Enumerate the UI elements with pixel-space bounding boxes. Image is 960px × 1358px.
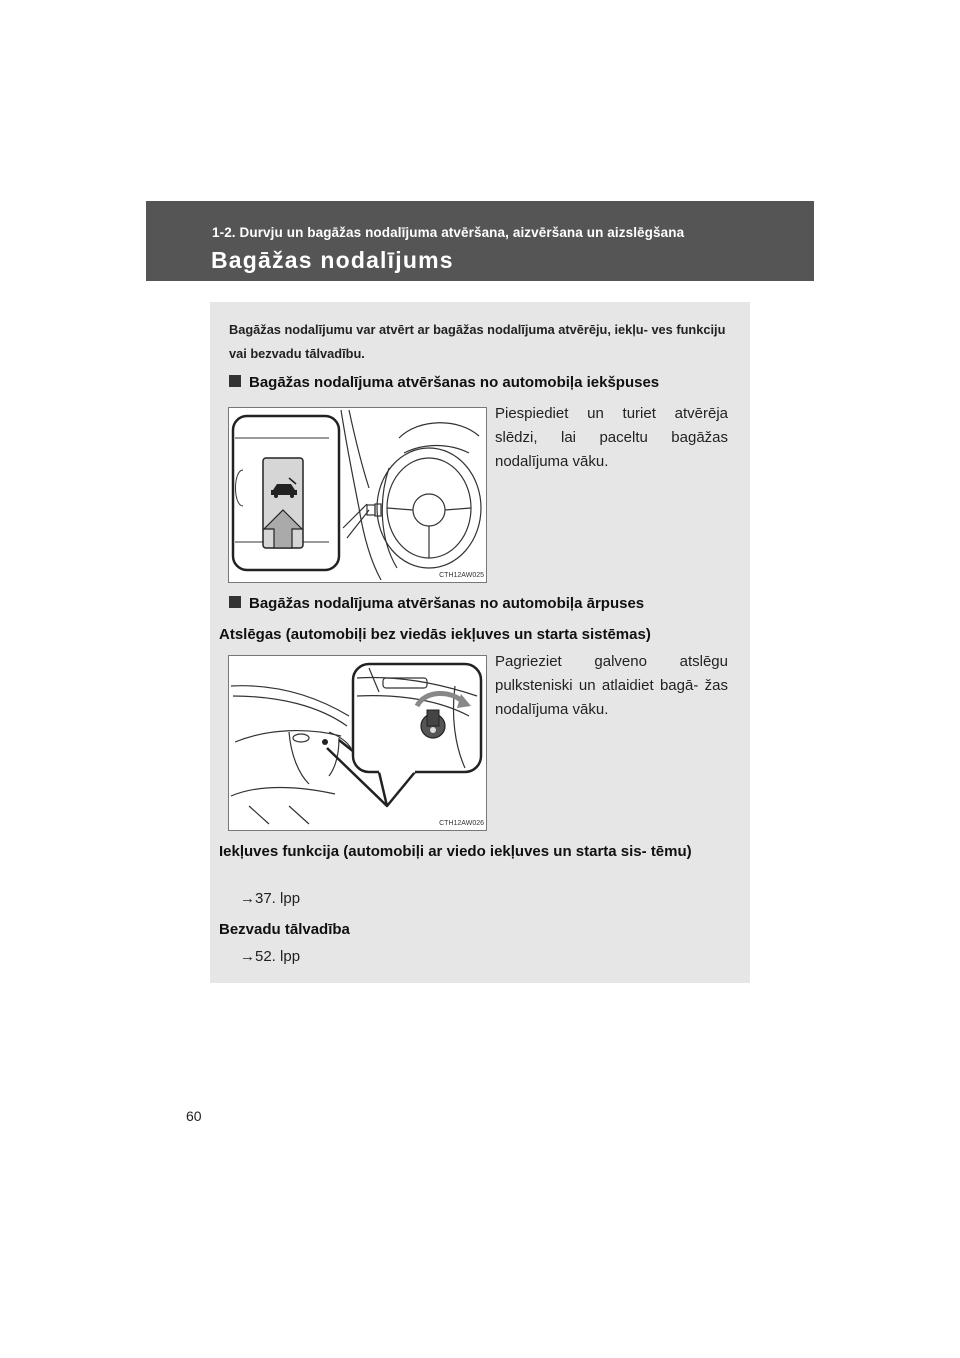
figure-key-turn <box>228 655 487 831</box>
subheading-key: Atslēgas (automobiļi bez viedās iekļuves un starta sistēmas) <box>219 626 651 643</box>
page-title: Bagāžas nodalījums <box>211 247 454 273</box>
heading-remote: Bezvadu tālvadība <box>219 921 350 938</box>
content-panel <box>210 302 750 983</box>
intro-text: Bagāžas nodalījumu var atvērt ar bagāžas nodalījuma atvērēju, iekļu- ves funkciju vai bezvadu tālvadību. <box>229 322 726 361</box>
chapter-header <box>146 201 814 281</box>
interior-illustration <box>229 408 486 582</box>
heading-inside: Bagāžas nodalījuma atvēršanas no automobiļa iekšpuses <box>229 374 659 391</box>
instruction-inside: Piespiediet un turiet atvērēja slēdzi, lai paceltu bagāžas nodalījuma vāku. <box>495 405 728 470</box>
square-bullet-icon <box>229 596 241 608</box>
ref-entry-page: →37. lpp <box>240 890 301 907</box>
instruction-key: Pagrieziet galveno atslēgu pulksteniski un atlaidiet bagā- žas nodalījuma vāku. <box>495 653 728 718</box>
exterior-illustration <box>229 656 486 830</box>
heading-outside: Bagāžas nodalījuma atvēršanas no automobiļa ārpuses <box>229 595 644 612</box>
section-label: 1-2. Durvju un bagāžas nodalījuma atvēršana, aizvēršana un aizslēgšana <box>212 225 685 240</box>
page-number: 60 <box>186 1108 202 1124</box>
square-bullet-icon <box>229 375 241 387</box>
figure-interior-opener <box>228 407 487 583</box>
ref-remote-page: →52. lpp <box>240 948 301 965</box>
figure-code: CTH12AW026 <box>439 820 484 827</box>
heading-entry-function: Iekļuves funkcija (automobiļi ar viedo iekļuves un starta sis- tēmu) <box>219 843 692 860</box>
figure-code: CTH12AW025 <box>439 572 484 579</box>
